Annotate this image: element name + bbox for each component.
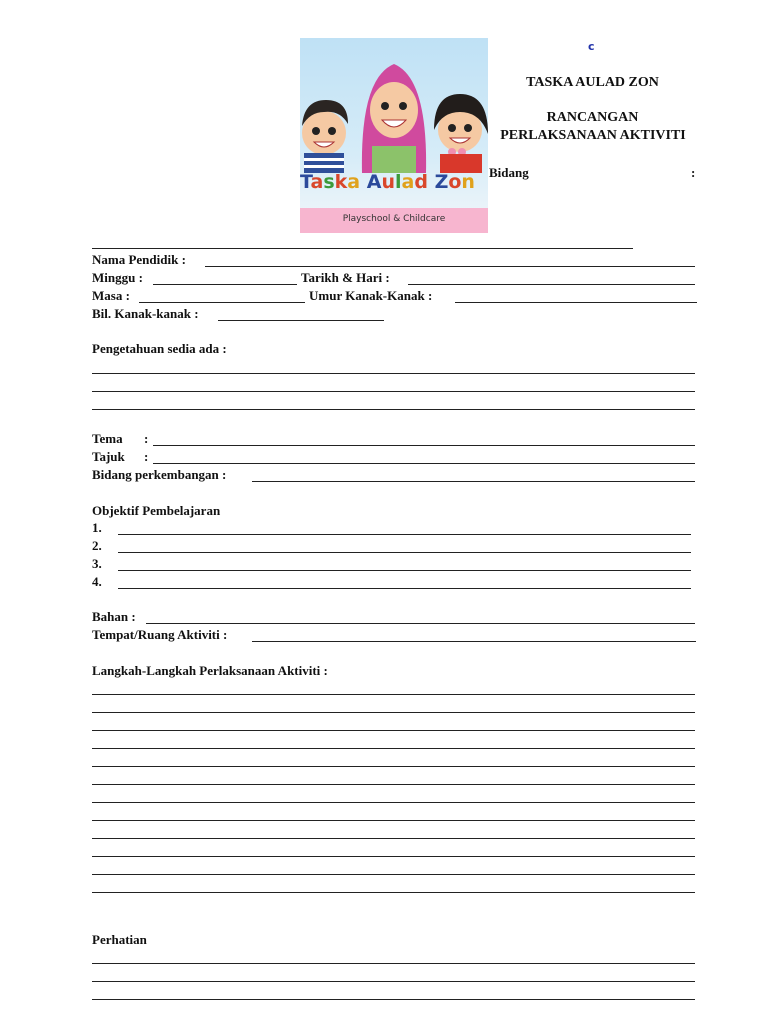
- top-rule: [92, 248, 633, 249]
- pengetahuan-line-2[interactable]: [92, 391, 695, 392]
- plan-title-2: PERLAKSANAAN AKTIVITI: [500, 128, 686, 143]
- logo-brand-text: [300, 171, 488, 193]
- objektif-label: Objektif Pembelajaran: [92, 503, 221, 518]
- objektif-field-2[interactable]: [118, 552, 691, 553]
- plan-title-1: RANCANGAN: [546, 110, 639, 125]
- minggu-field[interactable]: [153, 284, 297, 285]
- langkah-line-7[interactable]: [92, 802, 695, 803]
- langkah-line-6[interactable]: [92, 784, 695, 785]
- tempat-field[interactable]: [252, 641, 696, 642]
- pengetahuan-line-1[interactable]: [92, 373, 695, 374]
- tempat-label: Tempat/Ruang Aktiviti :: [92, 627, 228, 642]
- langkah-line-10[interactable]: [92, 856, 695, 857]
- langkah-line-9[interactable]: [92, 838, 695, 839]
- masa-field[interactable]: [139, 302, 305, 303]
- logo-brand-letter: a: [347, 171, 361, 193]
- nama-pendidik-field[interactable]: [205, 266, 695, 267]
- pengetahuan-label: Pengetahuan sedia ada :: [92, 341, 227, 356]
- logo-tagline: Playschool & Childcare: [342, 214, 446, 224]
- tajuk-field[interactable]: [153, 463, 695, 464]
- tema-label: Tema: [92, 431, 123, 446]
- logo-brand-letter: T: [300, 171, 311, 193]
- bil-kanak-label: Bil. Kanak-kanak :: [92, 306, 199, 321]
- logo-brand-letter: a: [310, 171, 324, 193]
- bidang-colon: :: [691, 165, 696, 180]
- langkah-line-12[interactable]: [92, 892, 695, 893]
- logo-tagline-band: [300, 208, 488, 233]
- masa-label: Masa :: [92, 288, 130, 303]
- logo-brand-letter: s: [323, 171, 335, 193]
- logo-brand-letter: Z: [434, 171, 449, 193]
- bil-kanak-field[interactable]: [218, 320, 384, 321]
- langkah-line-4[interactable]: [92, 748, 695, 749]
- langkah-label: Langkah-Langkah Perlaksanaan Aktiviti :: [92, 663, 328, 678]
- perhatian-line-3[interactable]: [92, 999, 695, 1000]
- corner-mark: c: [588, 40, 595, 53]
- tarikh-hari-label: Tarikh & Hari :: [301, 270, 390, 285]
- objektif-field-4[interactable]: [118, 588, 691, 589]
- umur-field[interactable]: [455, 302, 697, 303]
- objektif-field-3[interactable]: [118, 570, 691, 571]
- perhatian-line-1[interactable]: [92, 963, 695, 964]
- langkah-line-5[interactable]: [92, 766, 695, 767]
- langkah-line-1[interactable]: [92, 694, 695, 695]
- logo-brand-letter: a: [401, 171, 415, 193]
- objektif-field-1[interactable]: [118, 534, 691, 535]
- tema-colon: :: [144, 431, 149, 446]
- langkah-line-11[interactable]: [92, 874, 695, 875]
- tajuk-colon: :: [144, 449, 149, 464]
- tarikh-hari-field[interactable]: [408, 284, 695, 285]
- logo-brand-letter: [360, 171, 367, 193]
- objektif-number-2: 2.: [92, 538, 102, 553]
- logo-brand-letter: l: [395, 171, 402, 193]
- logo-brand-letter: u: [381, 171, 395, 193]
- logo-brand-letter: o: [448, 171, 462, 193]
- children-illustration: [300, 38, 488, 173]
- tajuk-label: Tajuk: [92, 449, 125, 464]
- langkah-line-8[interactable]: [92, 820, 695, 821]
- logo-brand-letter: k: [334, 171, 348, 193]
- pengetahuan-line-3[interactable]: [92, 409, 695, 410]
- school-logo: [300, 38, 488, 233]
- bidang-perkembangan-field[interactable]: [252, 481, 695, 482]
- bahan-label: Bahan :: [92, 609, 136, 624]
- bidang-label: Bidang: [489, 165, 529, 180]
- objektif-number-1: 1.: [92, 520, 102, 535]
- minggu-label: Minggu :: [92, 270, 143, 285]
- logo-brand-letter: d: [414, 171, 428, 193]
- bahan-field[interactable]: [146, 623, 695, 624]
- langkah-line-3[interactable]: [92, 730, 695, 731]
- school-name: TASKA AULAD ZON: [526, 75, 659, 90]
- langkah-line-2[interactable]: [92, 712, 695, 713]
- objektif-number-3: 3.: [92, 556, 102, 571]
- perhatian-label: Perhatian: [92, 932, 147, 947]
- nama-pendidik-label: Nama Pendidik :: [92, 252, 186, 267]
- objektif-number-4: 4.: [92, 574, 102, 589]
- bidang-perkembangan-label: Bidang perkembangan :: [92, 467, 227, 482]
- logo-brand-letter: n: [461, 171, 475, 193]
- perhatian-line-2[interactable]: [92, 981, 695, 982]
- logo-brand-letter: A: [366, 171, 382, 193]
- umur-label: Umur Kanak-Kanak :: [309, 288, 433, 303]
- tema-field[interactable]: [153, 445, 695, 446]
- logo-brand-letter: [428, 171, 435, 193]
